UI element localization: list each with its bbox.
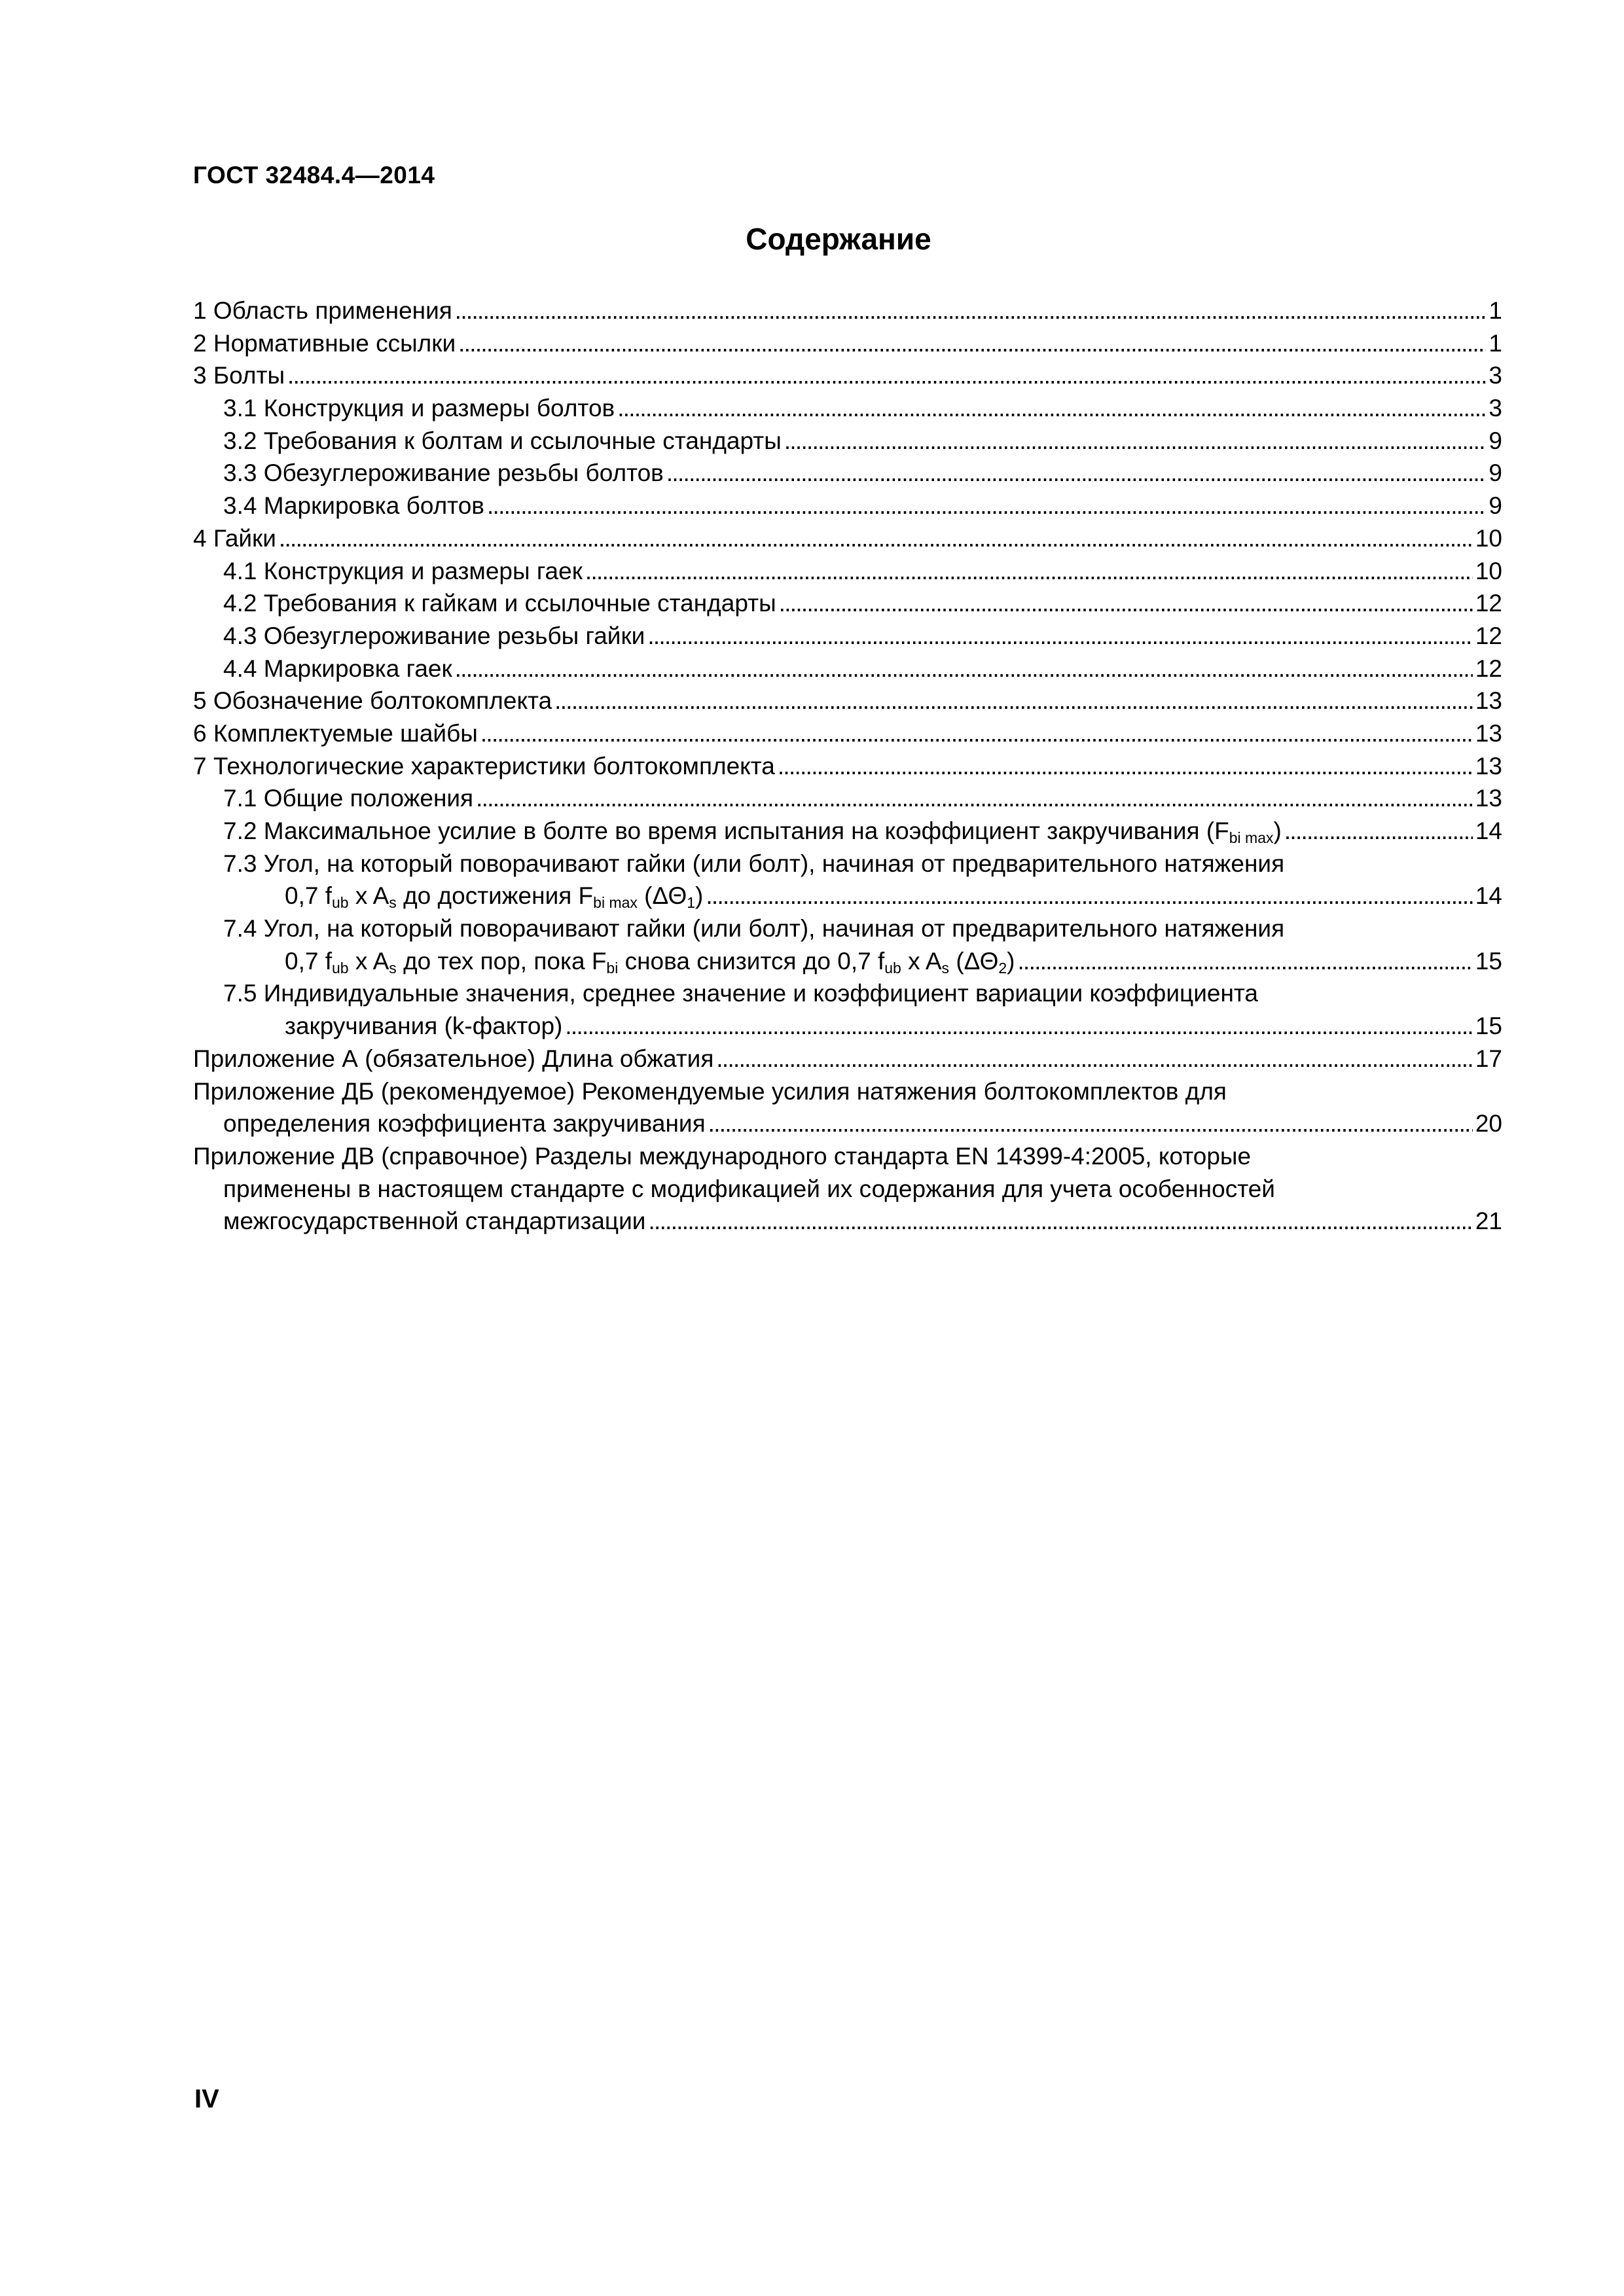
dot-leader xyxy=(455,295,1487,327)
toc-entry-text: 2 Нормативные ссылки xyxy=(193,327,456,360)
toc-entry-text: 4.4 Маркировка гаек xyxy=(223,653,452,685)
toc-page-number: 10 xyxy=(1475,557,1502,584)
dot-leader xyxy=(706,880,1472,912)
toc-entry-4-4[interactable] xyxy=(193,653,1502,685)
dot-leader xyxy=(784,425,1487,457)
toc-entry-text-cont: применены в настоящем стандарте с модификацией их содержания для учета особенностей xyxy=(223,1175,1275,1202)
toc-page-number: 13 xyxy=(1475,719,1502,747)
dot-leader xyxy=(648,1205,1472,1238)
dot-leader xyxy=(565,1010,1473,1043)
dot-leader xyxy=(778,750,1473,783)
toc-page-number: 13 xyxy=(1475,785,1502,812)
toc-entry-text: 3.1 Конструкция и размеры болтов xyxy=(223,392,615,425)
toc-entry-text: 4.3 Обезуглероживание резьбы гайки xyxy=(223,620,645,653)
toc-entry-text: 6 Комплектуемые шайбы xyxy=(193,717,478,750)
dot-leader xyxy=(708,1107,1473,1140)
toc-page-number: 17 xyxy=(1475,1045,1502,1072)
toc-entry-text: 3.3 Обезуглероживание резьбы болтов xyxy=(223,457,664,490)
toc-entry-4-3[interactable] xyxy=(193,620,1502,653)
dot-leader xyxy=(716,1043,1472,1075)
toc-page-number: 9 xyxy=(1489,492,1502,520)
dot-leader xyxy=(585,555,1473,588)
toc-entry-appendix-db[interactable] xyxy=(193,1075,1502,1140)
toc-entry-3[interactable] xyxy=(193,359,1502,392)
dot-leader xyxy=(455,653,1473,685)
toc-page-number: 1 xyxy=(1489,329,1502,357)
toc-title: Содержание xyxy=(746,222,931,256)
dot-leader xyxy=(1018,945,1473,978)
toc-page-number: 10 xyxy=(1475,524,1502,552)
page-number: IV xyxy=(194,2085,219,2113)
toc-entry-text: 3.2 Требования к болтам и ссылочные стандарты xyxy=(223,425,782,457)
toc-entry-text: Приложение ДВ (справочное) Разделы международного стандарта EN 14399-4:2005, которые xyxy=(193,1142,1252,1170)
toc-entry-text: Приложение А (обязательное) Длина обжатия xyxy=(193,1043,713,1075)
toc-page-number: 13 xyxy=(1475,687,1502,715)
toc-page-number: 13 xyxy=(1475,752,1502,780)
toc-entry-3-4[interactable] xyxy=(193,490,1502,522)
dot-leader xyxy=(666,457,1487,490)
toc-page-number: 20 xyxy=(1475,1110,1502,1138)
toc-entry-text-cont: определения коэффициента закручивания xyxy=(223,1107,706,1140)
toc-entry-3-2[interactable] xyxy=(193,425,1502,457)
toc-page-number: 12 xyxy=(1475,622,1502,649)
toc-page-number: 15 xyxy=(1475,947,1502,975)
toc-page-number: 14 xyxy=(1475,817,1502,844)
toc-page-number: 12 xyxy=(1475,590,1502,617)
toc-page-number: 14 xyxy=(1475,882,1502,910)
toc-entry-1[interactable] xyxy=(193,295,1502,327)
toc-page-number: 3 xyxy=(1489,395,1502,422)
dot-leader xyxy=(779,587,1473,620)
toc-entry-7-1[interactable] xyxy=(193,782,1502,815)
toc-entry-text: 1 Область применения xyxy=(193,295,452,327)
dot-leader xyxy=(480,717,1473,750)
toc-entry-3-3[interactable] xyxy=(193,457,1502,490)
toc-page-number: 9 xyxy=(1489,427,1502,454)
toc-entry-4-2[interactable] xyxy=(193,587,1502,620)
toc-entry-4[interactable] xyxy=(193,522,1502,555)
toc-entry-7-5[interactable] xyxy=(193,977,1502,1042)
dot-leader xyxy=(476,782,1473,815)
table-of-contents xyxy=(193,295,1502,1238)
dot-leader xyxy=(617,392,1486,425)
toc-entry-text: 4.1 Конструкция и размеры гаек xyxy=(223,555,583,588)
dot-leader xyxy=(554,685,1473,717)
toc-entry-text: 7.1 Общие положения xyxy=(223,782,473,815)
toc-entry-text: 5 Обозначение болтокомплекта xyxy=(193,685,552,717)
toc-page-number: 15 xyxy=(1475,1013,1502,1040)
toc-page-number: 21 xyxy=(1475,1208,1502,1235)
toc-entry-text: 7.3 Угол, на который поворачивают гайки (или болт), начиная от предварительного натяжения xyxy=(223,850,1285,877)
dot-leader xyxy=(487,490,1486,522)
toc-page-number: 9 xyxy=(1489,459,1502,487)
toc-entry-text-cont: 0,7 $f_{ub}$ x $A_s$ до достижения $F_{bi max}$ $(\Delta\Theta_1)$ xyxy=(285,880,703,920)
toc-entry-3-1[interactable] xyxy=(193,392,1502,425)
document-code: ГОСТ 32484.4—2014 xyxy=(193,162,435,188)
toc-entry-7-4[interactable] xyxy=(193,912,1502,977)
toc-entry-5[interactable] xyxy=(193,685,1502,717)
toc-entry-text: 4.2 Требования к гайкам и ссылочные стандарты xyxy=(223,587,776,620)
toc-page-number: 1 xyxy=(1489,297,1502,324)
toc-entry-7-2[interactable] xyxy=(193,815,1502,848)
toc-entry-text: 7 Технологические характеристики болтокомплекта xyxy=(193,750,775,783)
toc-page-number: 3 xyxy=(1489,362,1502,389)
dot-leader xyxy=(1284,815,1473,848)
toc-entry-text: 7.5 Индивидуальные значения, среднее значение и коэффициент вариации коэффициента xyxy=(223,980,1259,1007)
toc-entry-2[interactable] xyxy=(193,327,1502,360)
dot-leader xyxy=(287,359,1486,392)
dot-leader xyxy=(647,620,1473,653)
toc-entry-text: Приложение ДБ (рекомендуемое) Рекомендуемые усилия натяжения болтокомплектов для xyxy=(193,1077,1227,1105)
toc-entry-text: 3 Болты xyxy=(193,359,285,392)
toc-entry-appendix-dv[interactable] xyxy=(193,1140,1502,1238)
toc-entry-text-cont: закручивания (k-фактор) xyxy=(285,1010,562,1043)
toc-entry-text: 7.4 Угол, на который поворачивают гайки (или болт), начиная от предварительного натяжения xyxy=(223,915,1285,942)
toc-page-number: 12 xyxy=(1475,655,1502,682)
toc-entry-appendix-a[interactable] xyxy=(193,1043,1502,1075)
toc-entry-text: 3.4 Маркировка болтов xyxy=(223,490,484,522)
toc-entry-7-3[interactable] xyxy=(193,848,1502,912)
dot-leader xyxy=(279,522,1473,555)
toc-entry-text-cont: межгосударственной стандартизации xyxy=(223,1205,645,1238)
toc-entry-text: 4 Гайки xyxy=(193,522,276,555)
toc-entry-4-1[interactable] xyxy=(193,555,1502,588)
dot-leader xyxy=(458,327,1486,360)
toc-entry-text: 7.2 Максимальное усилие в болте во время испытания на коэффициент закручивания $(F_{bi max})$ xyxy=(223,815,1282,855)
toc-entry-6[interactable] xyxy=(193,717,1502,750)
toc-entry-7[interactable] xyxy=(193,750,1502,783)
toc-entry-text-cont: 0,7 $f_{ub}$ x $A_s$ до тех пор, пока $F_{bi}$ снова снизится до 0,7 $f_{ub}$ x $A_s$ $(\Delta\Theta_2)$ xyxy=(285,945,1015,985)
